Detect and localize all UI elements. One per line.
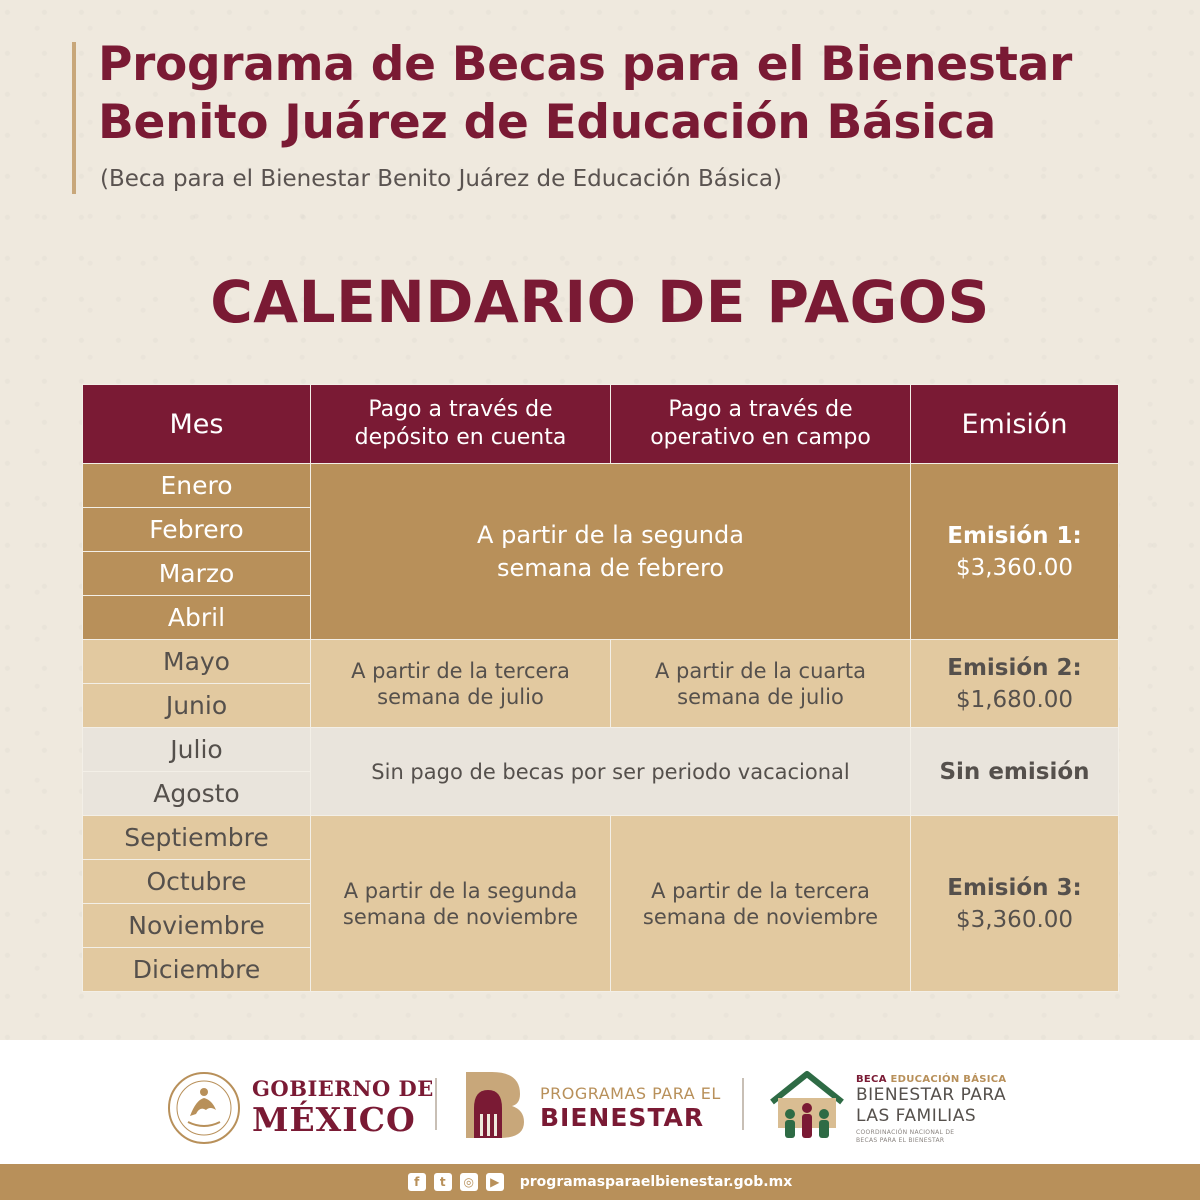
payment-cell-group1 <box>311 464 911 640</box>
facebook-icon[interactable]: f <box>408 1173 426 1191</box>
coordinacion-line-1: COORDINACIÓN NACIONAL DE <box>856 1129 955 1136</box>
title-accent-bar <box>72 42 76 194</box>
table-row <box>83 728 1119 772</box>
emission-label: Sin emisión <box>939 758 1090 785</box>
page-subtitle: (Beca para el Bienestar Benito Juárez de Educación Básica) <box>100 166 782 192</box>
beca-tag <box>856 1074 1006 1085</box>
bienestar-familias-text <box>856 1074 1006 1145</box>
header-deposito <box>311 385 611 464</box>
emission-label: Emisión 1: <box>947 522 1082 549</box>
gobierno-line-1: GOBIERNO DE <box>252 1076 434 1101</box>
programas-line-2: BIENESTAR <box>540 1103 705 1132</box>
table-header-row <box>83 385 1119 464</box>
month-cell: Febrero <box>83 508 311 552</box>
coordinacion-text <box>856 1129 1006 1145</box>
emission-cell-none <box>911 728 1119 816</box>
operativo-cell-group4 <box>611 816 911 992</box>
month-cell: Octubre <box>83 860 311 904</box>
month-cell: Septiembre <box>83 816 311 860</box>
table-row <box>83 464 1119 508</box>
instagram-icon[interactable]: ◎ <box>460 1173 478 1191</box>
programas-line-1: PROGRAMAS PARA EL <box>540 1084 721 1103</box>
operativo-line-1: A partir de la cuarta <box>654 658 866 683</box>
header-deposito-line-1: Pago a través de <box>368 397 553 422</box>
month-cell: Julio <box>83 728 311 772</box>
footer-logos <box>0 1040 1200 1164</box>
month-cell: Marzo <box>83 552 311 596</box>
gobierno-line-2: MÉXICO <box>252 1100 416 1139</box>
title-line-1: Programa de Becas para el Bienestar <box>98 37 1072 92</box>
header-operativo-line-2: operativo en campo <box>650 425 871 450</box>
header-operativo-line-1: Pago a través de <box>668 397 853 422</box>
title-line-2: Benito Juárez de Educación Básica <box>98 95 996 150</box>
header-deposito-line-2: depósito en cuenta <box>354 425 567 450</box>
deposito-line-1: A partir de la segunda <box>343 878 578 903</box>
month-cell: Enero <box>83 464 311 508</box>
emission-label: Emisión 2: <box>947 654 1082 681</box>
twitter-icon[interactable]: t <box>434 1173 452 1191</box>
youtube-icon[interactable]: ▶ <box>486 1173 504 1191</box>
payment-line-1: A partir de la segunda <box>477 520 744 549</box>
month-cell: Diciembre <box>83 948 311 992</box>
calendar-heading: CALENDARIO DE PAGOS <box>210 268 990 336</box>
month-cell: Mayo <box>83 640 311 684</box>
emission-amount: $3,360.00 <box>955 554 1074 581</box>
programas-logo-text <box>540 1084 721 1132</box>
deposito-cell-group4 <box>311 816 611 992</box>
operativo-line-2: semana de noviembre <box>642 904 879 929</box>
header-operativo <box>611 385 911 464</box>
month-cell: Agosto <box>83 772 311 816</box>
emission-label: Emisión 3: <box>947 874 1082 901</box>
month-cell: Abril <box>83 596 311 640</box>
coordinacion-line-2: BECAS PARA EL BIENESTAR <box>856 1137 945 1144</box>
table-row <box>83 640 1119 684</box>
programas-bienestar-logo-icon <box>462 1068 526 1140</box>
payment-calendar-table <box>82 384 1119 992</box>
payment-line-2: semana de febrero <box>496 553 725 582</box>
emission-amount: $3,360.00 <box>955 906 1074 933</box>
emission-amount: $1,680.00 <box>955 686 1074 713</box>
beca-tag-word: BECA <box>856 1074 887 1085</box>
mexico-seal-icon <box>166 1070 242 1146</box>
bienestar-line-1: BIENESTAR PARA <box>856 1085 1007 1105</box>
emission-cell-3 <box>911 816 1119 992</box>
logo-divider <box>435 1078 437 1130</box>
month-cell: Junio <box>83 684 311 728</box>
family-house-logo-icon <box>768 1068 846 1142</box>
deposito-line-1: A partir de la tercera <box>351 658 570 683</box>
emission-cell-1 <box>911 464 1119 640</box>
logo-divider <box>742 1078 744 1130</box>
table-row <box>83 816 1119 860</box>
payment-cell-group3: Sin pago de becas por ser periodo vacacional <box>311 728 911 816</box>
beca-tag-level: EDUCACIÓN BÁSICA <box>890 1074 1007 1085</box>
deposito-cell-group2 <box>311 640 611 728</box>
social-bar <box>0 1164 1200 1200</box>
operativo-line-2: semana de julio <box>677 684 844 709</box>
gobierno-logo-text <box>252 1076 434 1139</box>
deposito-line-2: semana de noviembre <box>342 904 579 929</box>
bienestar-line-2: LAS FAMILIAS <box>856 1106 977 1126</box>
header-mes: Mes <box>83 385 311 464</box>
website-link[interactable]: programasparaelbienestar.gob.mx <box>519 1174 793 1190</box>
operativo-cell-group2 <box>611 640 911 728</box>
header-emision: Emisión <box>911 385 1119 464</box>
emission-cell-2 <box>911 640 1119 728</box>
page-title <box>98 36 1072 152</box>
operativo-line-1: A partir de la tercera <box>651 878 870 903</box>
month-cell: Noviembre <box>83 904 311 948</box>
deposito-line-2: semana de julio <box>377 684 544 709</box>
